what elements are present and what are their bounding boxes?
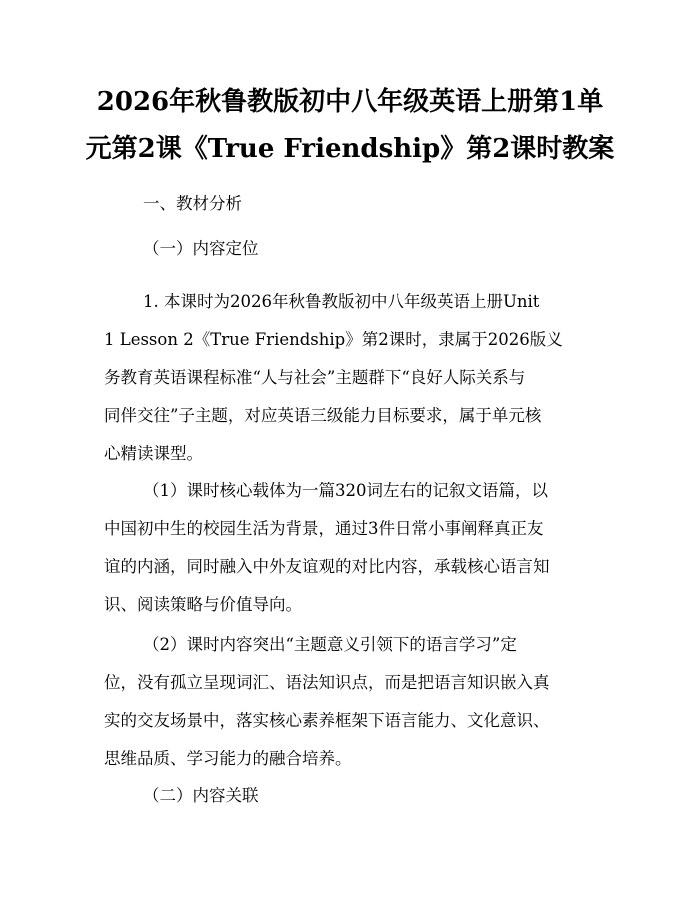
subsection-heading-content-positioning: （一）内容定位 xyxy=(143,239,259,258)
document-title-line-2: 元第2课《True Friendship》第2课时教案 xyxy=(85,134,615,164)
paragraph-line: 识、阅读策略与价值导向。 xyxy=(104,595,302,614)
paragraph-line: 1. 本课时为2026年秋鲁教版初中八年级英语上册Unit xyxy=(143,292,540,311)
paragraph-line: 同伴交往”子主题，对应英语三级能力目标要求，属于单元核 xyxy=(104,406,542,425)
paragraph-core-text xyxy=(104,472,604,624)
subsection-heading-content-relation: （二）内容关联 xyxy=(143,786,259,805)
paragraph-line: 中国初中生的校园生活为背景，通过3件日常小事阐释真正友 xyxy=(104,519,544,538)
paragraph-line: 位，没有孤立呈现词汇、语法知识点，而是把语言知识嵌入真 xyxy=(104,673,550,692)
paragraph-line: 心精读课型。 xyxy=(104,444,203,463)
paragraph-line: 实的交友场景中，落实核心素养框架下语言能力、文化意识、 xyxy=(104,711,550,730)
section-heading-textbook-analysis: 一、教材分析 xyxy=(143,194,242,213)
paragraph-line: 思维品质、学习能力的融合培养。 xyxy=(104,749,352,768)
paragraph-lesson-positioning xyxy=(104,283,604,473)
document-title-line-1: 2026年秋鲁教版初中八年级英语上册第1单 xyxy=(96,87,604,117)
paragraph-theme-learning xyxy=(104,626,604,778)
paragraph-line: （2）课时内容突出“主题意义引领下的语言学习”定 xyxy=(143,635,517,654)
paragraph-line: 谊的内涵，同时融入中外友谊观的对比内容，承载核心语言知 xyxy=(104,557,550,576)
paragraph-line: （1）课时核心载体为一篇320词左右的记叙文语篇，以 xyxy=(143,481,548,500)
paragraph-line: 务教育英语课程标准“人与社会”主题群下“良好人际关系与 xyxy=(104,368,526,387)
paragraph-line: 1 Lesson 2《True Friendship》第2课时，隶属于2026版义 xyxy=(104,330,563,349)
